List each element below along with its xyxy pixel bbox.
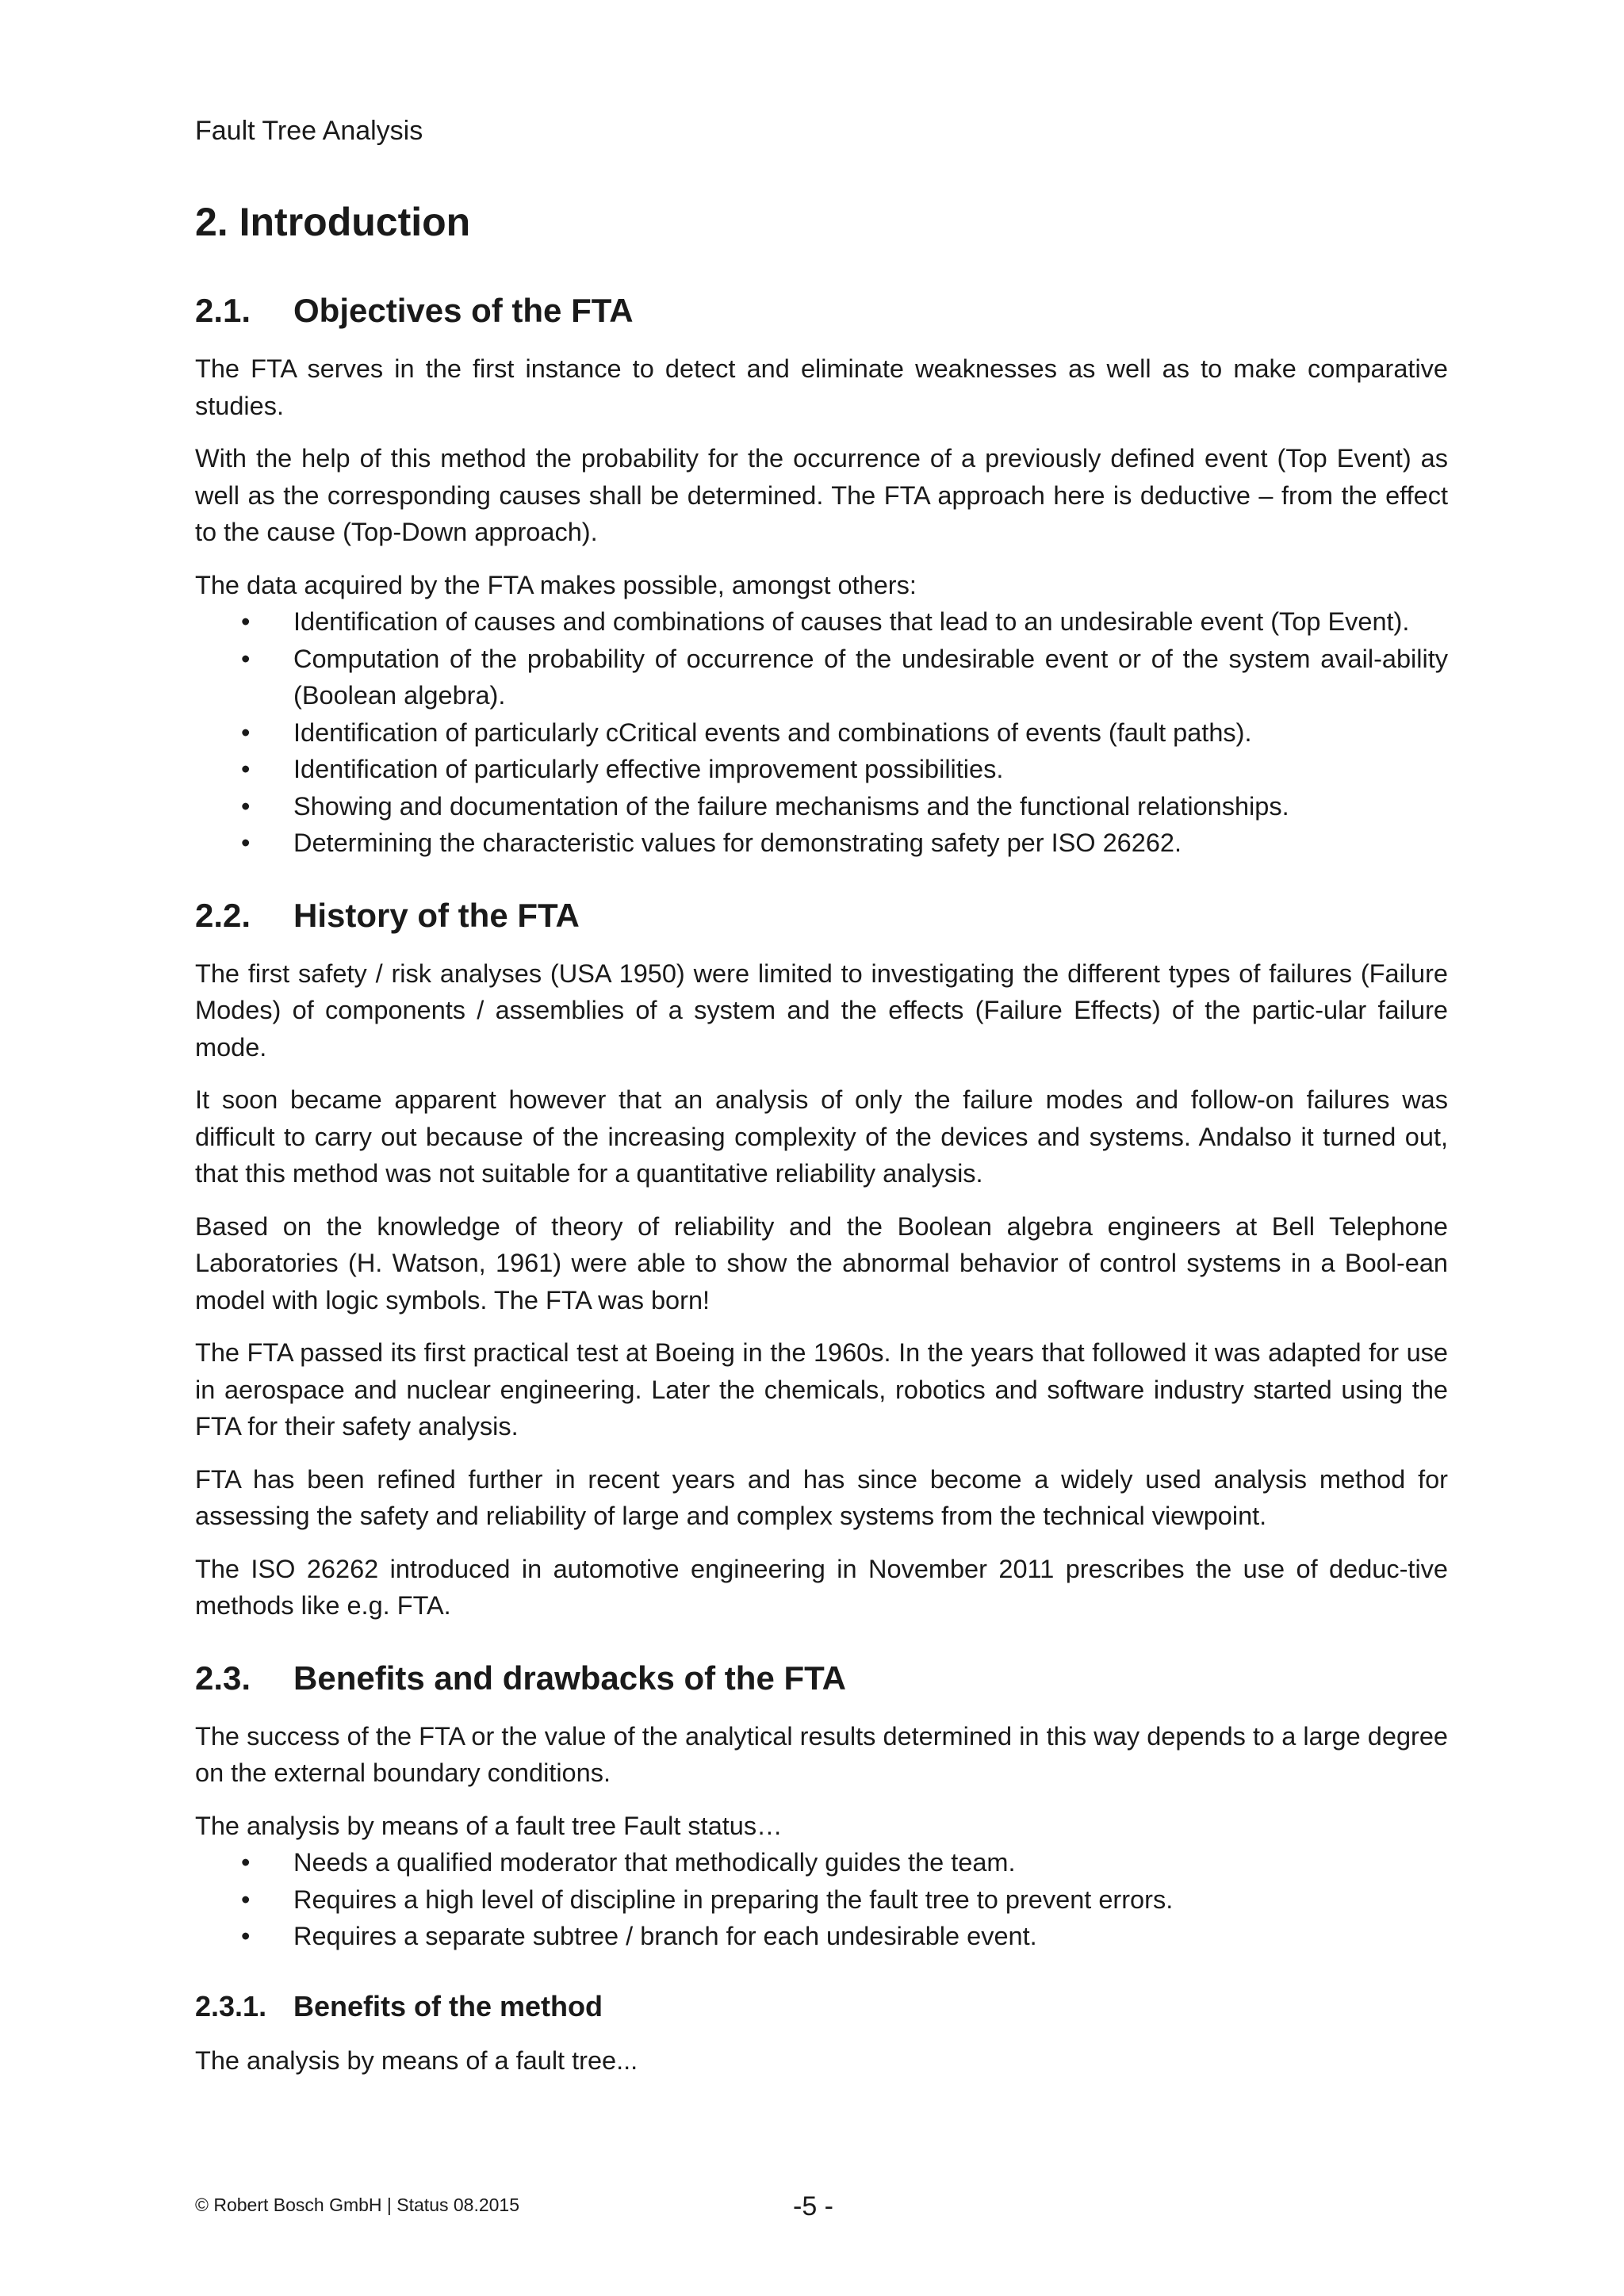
bullet-list-objectives <box>195 603 1448 862</box>
subsection-number: 2.3.1. <box>195 1989 267 2022</box>
paragraph: The first safety / risk analyses (USA 1950) were limited to investigating the different types of failures (Failure Modes) of components / assemblies of a system and the effects (Failure Effects) of the partic-ular failure mode. <box>195 959 1448 1062</box>
paragraph: The analysis by means of a fault tree... <box>195 2045 638 2075</box>
bullet-icon: • <box>241 1922 251 1950</box>
bullet-list-requirements <box>195 1844 1448 1955</box>
page-number: -5 - <box>793 2191 833 2221</box>
bullet-icon: • <box>241 828 251 857</box>
paragraph: FTA has been refined further in recent years and has since become a widely used analysis method for assessing the safety and reliability of large and complex systems from the technical viewpoint. <box>195 1464 1448 1530</box>
bullet-icon: • <box>241 1848 251 1877</box>
chapter-title: Introduction <box>239 200 471 244</box>
list-item: • Requires a separate subtree / branch for each undesirable event. <box>195 1918 1448 1955</box>
paragraph: The success of the FTA or the value of the analytical results determined in this way depends to a large degree on the external boundary conditions. <box>195 1721 1448 1787</box>
section-title: Objectives of the FTA <box>293 292 634 329</box>
list-item: • Showing and documentation of the failure mechanisms and the functional relationships. <box>195 788 1448 825</box>
list-item: • Identification of particularly cCritical events and combinations of events (fault paths). <box>195 714 1448 752</box>
bullet-icon: • <box>241 644 251 673</box>
chapter-heading <box>195 197 1448 247</box>
subsection-heading-2-3-1 <box>195 1987 1448 2026</box>
list-item: • Determining the characteristic values for demonstrating safety per ISO 26262. <box>195 825 1448 862</box>
section-heading-2-1 <box>195 289 1448 333</box>
bullet-icon: • <box>241 718 251 747</box>
chapter-number: 2. <box>195 200 228 244</box>
list-item: • Needs a qualified moderator that methodically guides the team. <box>195 1844 1448 1881</box>
paragraph: Based on the knowledge of theory of reliability and the Boolean algebra engineers at Bell Telephone Laboratories (H. Watson, 1961) were able to show the abnormal behavior of control systems in a Bool-ean model with logic symbols. The FTA was born! <box>195 1211 1448 1314</box>
list-item: • Computation of the probability of occurrence of the undesirable event or of the system avail-ability (Boolean algebra). <box>195 641 1448 714</box>
footer-copyright: © Robert Bosch GmbH | Status 08.2015 <box>195 2195 520 2215</box>
running-header: Fault Tree Analysis <box>195 116 423 146</box>
paragraph: The FTA passed its first practical test at Boeing in the 1960s. In the years that followed it was adapted for use in aerospace and nuclear engineering. Later the chemicals, robotics and software industry started using the FTA for their safety analysis. <box>195 1338 1448 1441</box>
bullet-icon: • <box>241 755 251 783</box>
list-item: • Identification of causes and combinations of causes that lead to an undesirable event (Top Event). <box>195 603 1448 641</box>
section-heading-2-2 <box>195 894 1448 938</box>
section-number: 2.1. <box>195 292 251 329</box>
document-body <box>195 197 1448 2095</box>
bullet-icon: • <box>241 607 251 636</box>
list-item: • Requires a high level of discipline in preparing the fault tree to prevent errors. <box>195 1881 1448 1919</box>
section-title: Benefits and drawbacks of the FTA <box>293 1659 846 1697</box>
paragraph: The FTA serves in the first instance to detect and eliminate weaknesses as well as to make comparative studies. <box>195 354 1448 420</box>
paragraph: The analysis by means of a fault tree Fault status… <box>195 1811 783 1840</box>
subsection-title: Benefits of the method <box>293 1989 603 2022</box>
paragraph: The data acquired by the FTA makes possible, amongst others: <box>195 570 917 599</box>
section-number: 2.2. <box>195 896 251 934</box>
paragraph: It soon became apparent however that an analysis of only the failure modes and follow-on failures was difficult to carry out because of the increasing complexity of the devices and systems. Andalso it turned out, that this method was not suitable for a quantitative reliability analysis. <box>195 1085 1448 1188</box>
section-title: History of the FTA <box>293 896 580 934</box>
list-item: • Identification of particularly effective improvement possibilities. <box>195 751 1448 788</box>
bullet-icon: • <box>241 1885 251 1914</box>
bullet-icon: • <box>241 791 251 821</box>
section-number: 2.3. <box>195 1659 251 1697</box>
paragraph: With the help of this method the probability for the occurrence of a previously defined event (Top Event) as well as the corresponding causes shall be determined. The FTA approach here is deductive – from the effect to the cause (Top-Down approach). <box>195 444 1448 546</box>
section-heading-2-3 <box>195 1656 1448 1701</box>
paragraph: The ISO 26262 introduced in automotive engineering in November 2011 prescribes the use of deduc-tive methods like e.g. FTA. <box>195 1554 1448 1620</box>
